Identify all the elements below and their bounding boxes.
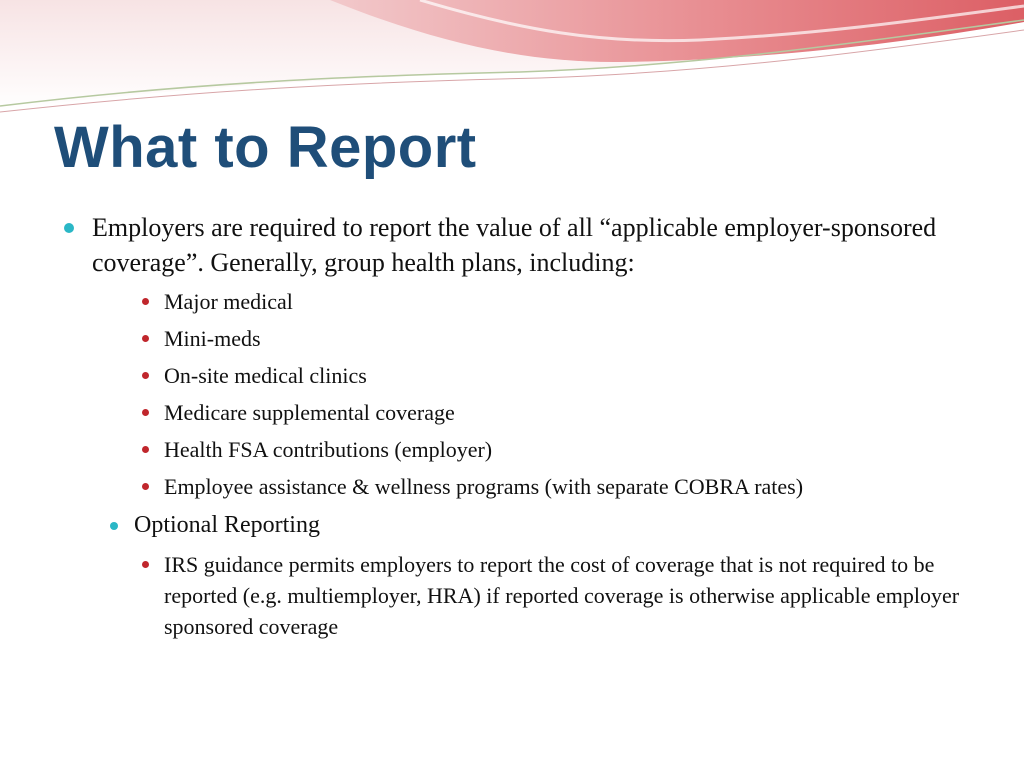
bullet-dot-icon [142, 483, 149, 490]
optional-reporting-text: Optional Reporting [134, 512, 320, 538]
bullet-dot-icon [142, 372, 149, 379]
bullet-dot-icon [142, 298, 149, 305]
list-item-text: IRS guidance permits employers to report the cost of coverage that is not required to be reported (e.g. multiemployer, HRA) if reported coverage is otherwise applicable employer sponsored coverage [164, 552, 960, 639]
slide-body [0, 210, 1024, 648]
header-swoosh-decoration [0, 0, 1024, 120]
bullet-dot-icon [64, 223, 74, 233]
list-item [164, 549, 964, 642]
list-item [164, 471, 964, 502]
bullet-dot-icon [110, 522, 118, 530]
list-item-text: Health FSA contributions (employer) [164, 437, 493, 462]
list-item-text: Employee assistance & wellness programs (with separate COBRA rates) [164, 474, 804, 499]
optional-reporting-list [0, 549, 1024, 642]
slide-title: What to Report [54, 115, 477, 180]
list-item [164, 286, 964, 317]
list-item [164, 397, 964, 428]
list-item [164, 323, 964, 354]
bullet-dot-icon [142, 409, 149, 416]
bullet-dot-icon [142, 446, 149, 453]
main-bullet-text: Employers are required to report the value of all “applicable employer-sponsored coverage”. Generally, group health plans, including: [92, 213, 937, 277]
list-item-text: On-site medical clinics [164, 363, 367, 388]
list-item [164, 434, 964, 465]
list-item-text: Mini-meds [164, 326, 261, 351]
list-item [164, 360, 964, 391]
bullet-dot-icon [142, 561, 149, 568]
bullet-dot-icon [142, 335, 149, 342]
list-item-text: Medicare supplemental coverage [164, 400, 455, 425]
main-bullet-point [92, 210, 962, 280]
list-item-text: Major medical [164, 289, 293, 314]
plan-types-list [0, 286, 1024, 502]
optional-reporting-heading [134, 508, 974, 543]
